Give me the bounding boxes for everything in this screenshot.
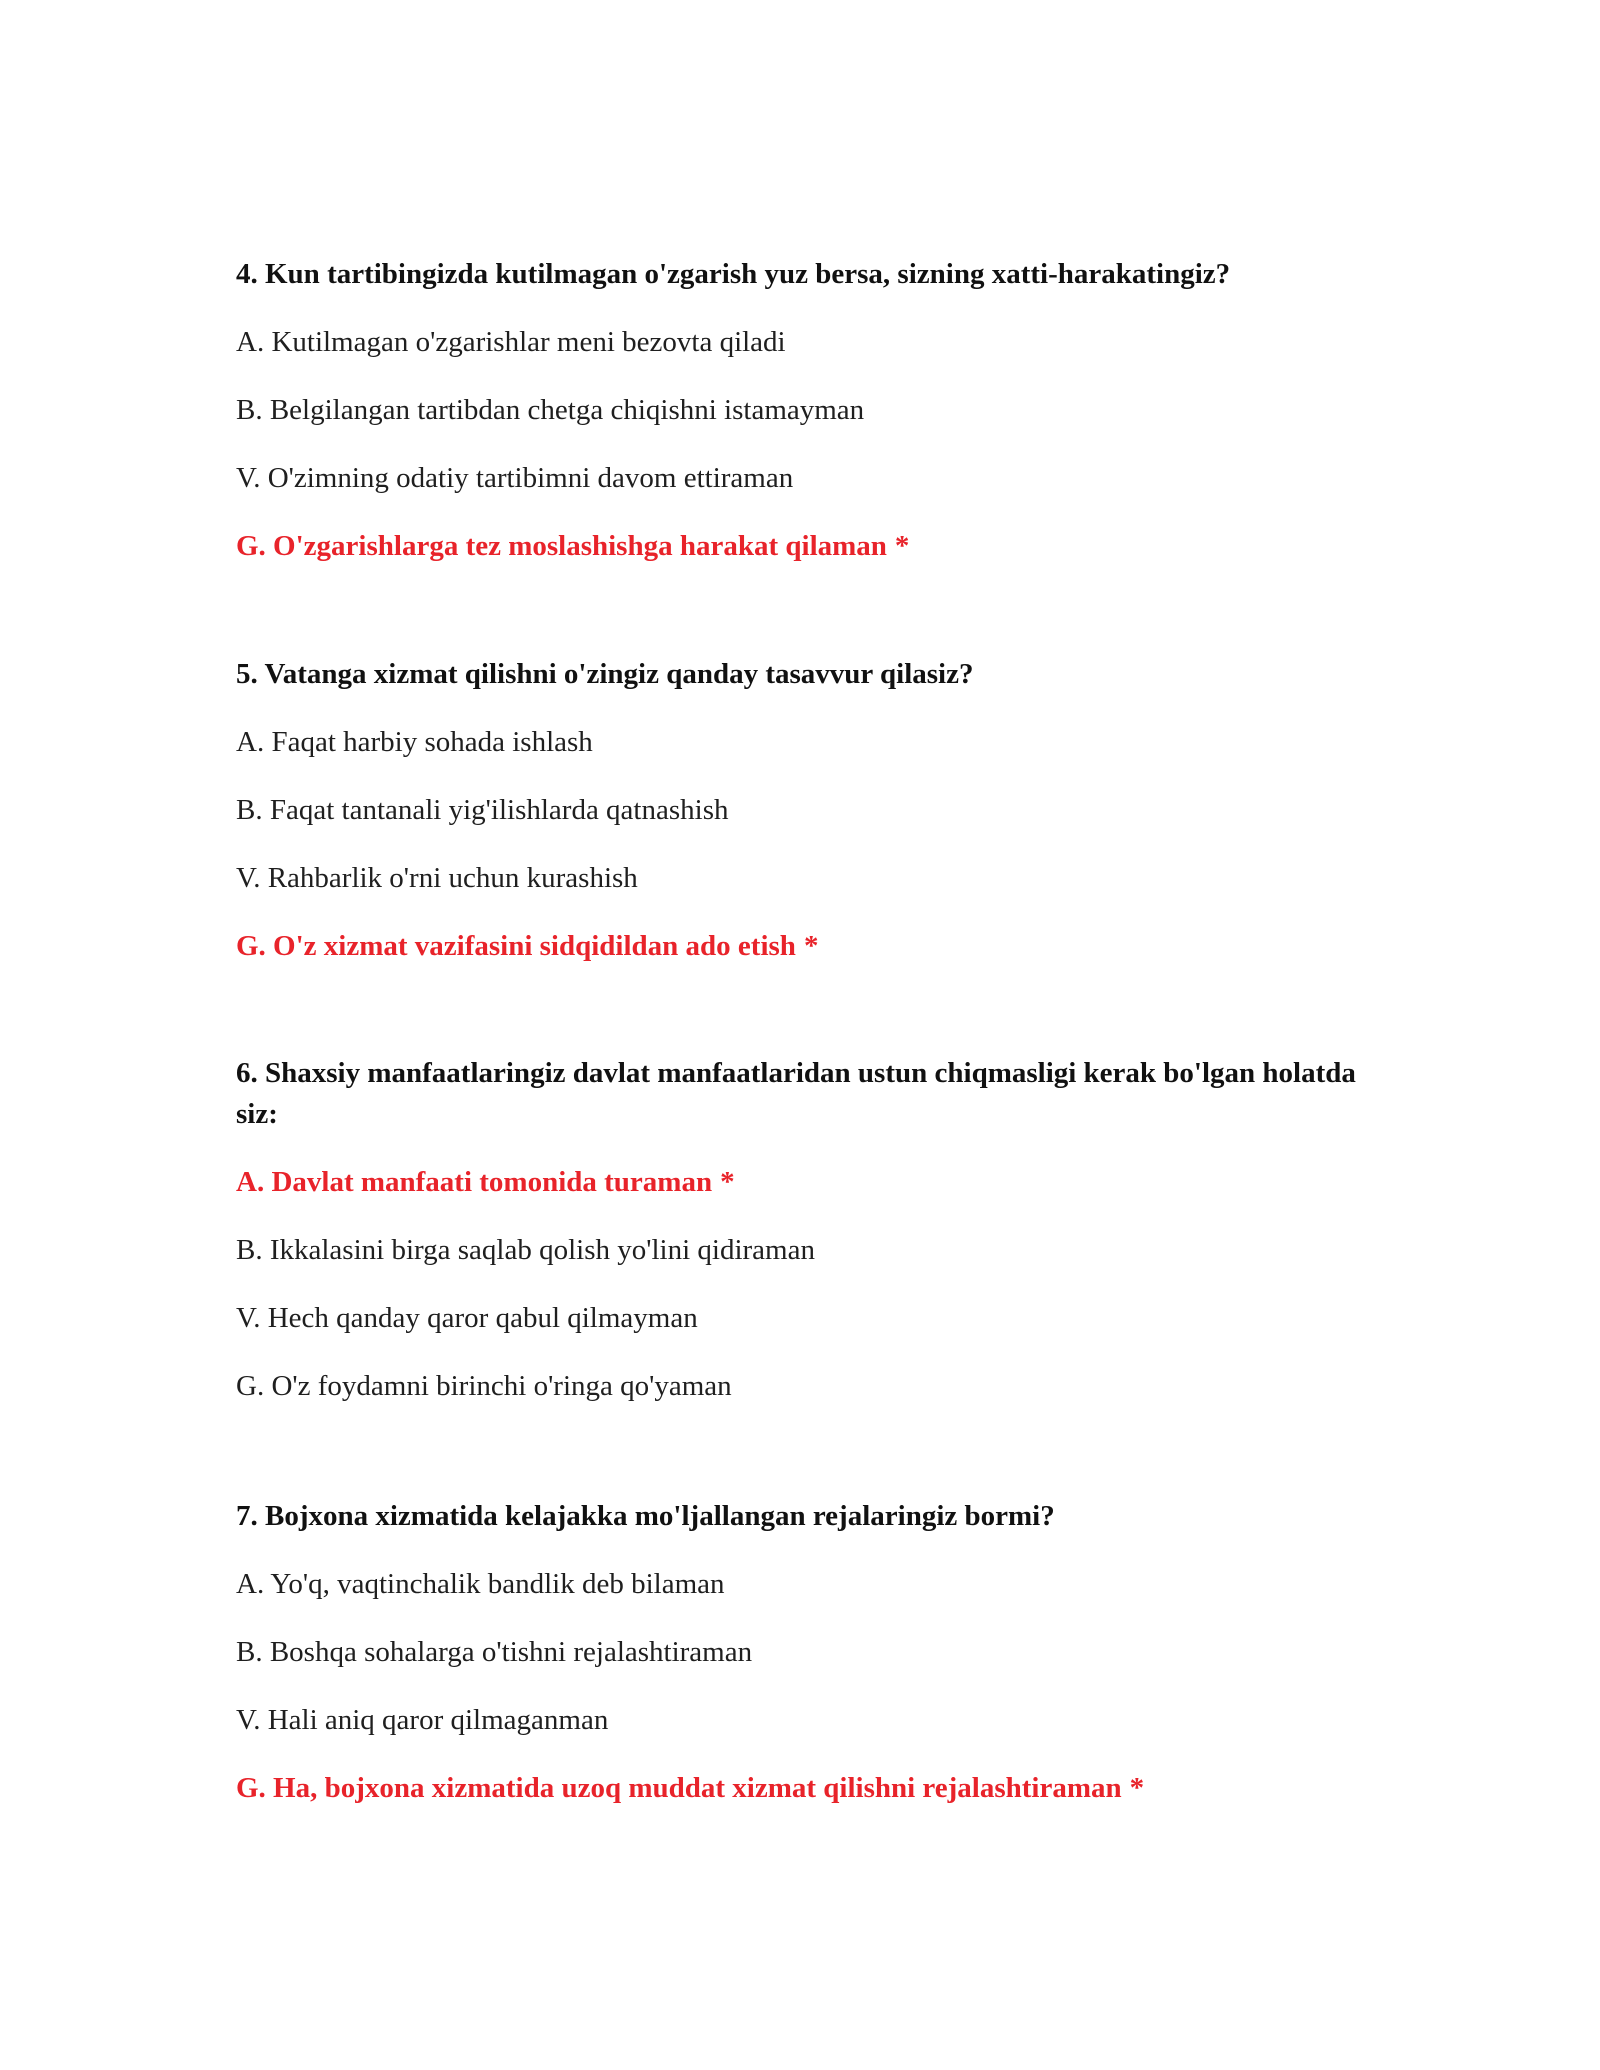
option-g [236, 1366, 1366, 1407]
option-text: G. Ha, bojxona xizmatida uzoq muddat xizmat qilishni rejalashtiraman [236, 1772, 1122, 1804]
option-b [236, 790, 1366, 831]
option-v [236, 1298, 1366, 1339]
option-a [236, 1564, 1366, 1605]
options-list [236, 722, 1366, 967]
option-text: G. O'z foydamni birinchi o'ringa qo'yaman [236, 1370, 732, 1402]
option-b [236, 1632, 1366, 1673]
option-text: B. Belgilangan tartibdan chetga chiqishni istamayman [236, 394, 865, 426]
correct-marker: * [1129, 1772, 1145, 1804]
question-text: 4. Kun tartibingizda kutilmagan o'zgarish yuz bersa, sizning xatti-harakatingiz? [236, 258, 1231, 290]
option-text: B. Boshqa sohalarga o'tishni rejalashtiraman [236, 1636, 753, 1668]
option-text: A. Faqat harbiy sohada ishlash [236, 726, 593, 758]
option-text: V. Rahbarlik o'rni uchun kurashish [236, 862, 638, 894]
question-text: 7. Bojxona xizmatida kelajakka mo'ljallangan rejalaringiz bormi? [236, 1500, 1055, 1532]
option-g-correct [236, 1768, 1366, 1809]
options-list [236, 1162, 1366, 1407]
question-7 [236, 1496, 1366, 1809]
option-a-correct [236, 1162, 1366, 1203]
option-text: B. Ikkalasini birga saqlab qolish yo'lini qidiraman [236, 1234, 815, 1266]
options-list [236, 1564, 1366, 1809]
option-text: G. O'zgarishlarga tez moslashishga harakat qilaman [236, 530, 887, 562]
correct-marker: * [803, 930, 819, 962]
option-g-correct [236, 926, 1366, 967]
option-text: G. O'z xizmat vazifasini sidqidildan ado etish [236, 930, 796, 962]
option-text: V. O'zimning odatiy tartibimni davom ettiraman [236, 462, 794, 494]
correct-marker: * [720, 1166, 735, 1198]
option-text: B. Faqat tantanali yig'ilishlarda qatnashish [236, 794, 729, 826]
option-text: A. Kutilmagan o'zgarishlar meni bezovta qiladi [236, 326, 786, 358]
option-a [236, 722, 1366, 763]
options-list [236, 322, 1366, 567]
option-v [236, 1700, 1366, 1741]
option-text: A. Yo'q, vaqtinchalik bandlik deb bilaman [236, 1568, 725, 1600]
option-g-correct [236, 526, 1366, 567]
question-text: 6. Shaxsiy manfaatlaringiz davlat manfaatlaridan ustun chiqmasligi kerak bo'lgan holatda siz: [236, 1057, 1356, 1130]
option-text: V. Hali aniq qaror qilmaganman [236, 1704, 609, 1736]
correct-marker: * [894, 530, 910, 562]
question-5 [236, 654, 1366, 967]
option-text: V. Hech qanday qaror qabul qilmayman [236, 1302, 698, 1334]
option-a [236, 322, 1366, 363]
question-6 [236, 1053, 1366, 1407]
question-text: 5. Vatanga xizmat qilishni o'zingiz qanday tasavvur qilasiz? [236, 658, 974, 690]
option-b [236, 1230, 1366, 1271]
option-text: A. Davlat manfaati tomonida turaman [236, 1166, 713, 1198]
option-v [236, 858, 1366, 899]
option-v [236, 458, 1366, 499]
question-4 [236, 254, 1366, 567]
option-b [236, 390, 1366, 431]
